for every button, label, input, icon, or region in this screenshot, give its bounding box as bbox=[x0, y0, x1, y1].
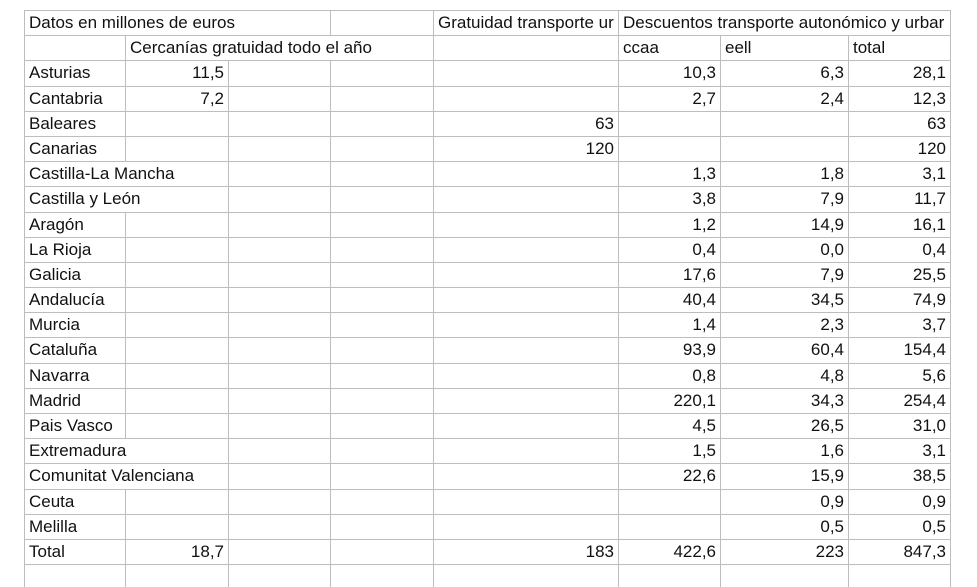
empty-cell[interactable] bbox=[434, 162, 619, 187]
header-cell[interactable] bbox=[434, 11, 619, 36]
empty-cell[interactable] bbox=[434, 565, 619, 587]
value-cell[interactable] bbox=[849, 540, 951, 565]
data-row bbox=[25, 61, 951, 86]
row-label-cell[interactable] bbox=[25, 490, 126, 515]
empty-cell[interactable] bbox=[126, 389, 229, 414]
empty-cell[interactable] bbox=[229, 61, 331, 86]
empty-cell[interactable] bbox=[434, 490, 619, 515]
cell-text: Baleares bbox=[25, 112, 100, 136]
empty-cell[interactable] bbox=[434, 389, 619, 414]
empty-cell[interactable] bbox=[619, 565, 721, 587]
empty-cell[interactable] bbox=[126, 137, 229, 162]
cell-text: 0,4 bbox=[688, 238, 720, 262]
cell-text: 0,0 bbox=[816, 238, 848, 262]
cell-text: 422,6 bbox=[669, 540, 720, 564]
cell-text: 14,9 bbox=[807, 213, 848, 237]
empty-cell[interactable] bbox=[434, 61, 619, 86]
empty-cell[interactable] bbox=[721, 137, 849, 162]
empty-cell[interactable] bbox=[331, 288, 434, 313]
row-label-cell[interactable] bbox=[25, 238, 126, 263]
cell-text: total bbox=[849, 36, 889, 60]
header-cell[interactable] bbox=[619, 11, 945, 36]
value-cell[interactable] bbox=[434, 137, 619, 162]
empty-cell[interactable] bbox=[126, 213, 229, 238]
empty-cell[interactable] bbox=[229, 464, 331, 489]
empty-cell[interactable] bbox=[434, 187, 619, 212]
row-label-cell[interactable] bbox=[25, 187, 141, 212]
value-cell[interactable] bbox=[721, 263, 849, 288]
cell-text: 12,3 bbox=[909, 87, 950, 111]
empty-cell[interactable] bbox=[331, 464, 434, 489]
value-cell[interactable] bbox=[126, 61, 229, 86]
value-cell[interactable] bbox=[721, 490, 849, 515]
value-cell[interactable] bbox=[849, 61, 951, 86]
empty-cell[interactable] bbox=[434, 238, 619, 263]
row-label-cell[interactable] bbox=[25, 364, 126, 389]
cell-text: Melilla bbox=[25, 515, 81, 539]
data-row bbox=[25, 464, 951, 489]
value-cell[interactable] bbox=[849, 238, 951, 263]
cell-text: 0,4 bbox=[918, 238, 950, 262]
data-row bbox=[25, 187, 951, 212]
cell-text: 17,6 bbox=[679, 263, 720, 287]
empty-cell[interactable] bbox=[25, 565, 126, 587]
empty-cell[interactable] bbox=[126, 112, 229, 137]
empty-cell[interactable] bbox=[126, 439, 229, 464]
value-cell[interactable] bbox=[849, 263, 951, 288]
empty-row bbox=[25, 565, 951, 587]
empty-cell[interactable] bbox=[331, 213, 434, 238]
cell-text: Pais Vasco bbox=[25, 414, 117, 438]
cell-text: Castilla-La Mancha bbox=[25, 162, 179, 186]
value-cell[interactable] bbox=[849, 313, 951, 338]
row-label-cell[interactable] bbox=[25, 515, 126, 540]
value-cell[interactable] bbox=[849, 187, 951, 212]
data-row bbox=[25, 162, 951, 187]
cell-text: Galicia bbox=[25, 263, 85, 287]
value-cell[interactable] bbox=[619, 263, 721, 288]
row-label-cell[interactable] bbox=[25, 137, 126, 162]
cell-text: Aragón bbox=[25, 213, 88, 237]
cell-text: 28,1 bbox=[909, 61, 950, 85]
empty-cell[interactable] bbox=[126, 414, 229, 439]
value-cell[interactable] bbox=[849, 414, 951, 439]
value-cell[interactable] bbox=[434, 540, 619, 565]
cell-text: 3,8 bbox=[688, 187, 720, 211]
cell-text: 120 bbox=[914, 137, 950, 161]
cell-text: 16,1 bbox=[909, 213, 950, 237]
empty-cell[interactable] bbox=[721, 565, 849, 587]
value-cell[interactable] bbox=[619, 288, 721, 313]
cell-text: La Rioja bbox=[25, 238, 95, 262]
data-row bbox=[25, 213, 951, 238]
cell-text: 7,2 bbox=[196, 87, 228, 111]
cell-text: 63 bbox=[923, 112, 950, 136]
value-cell[interactable] bbox=[849, 490, 951, 515]
empty-cell[interactable] bbox=[126, 263, 229, 288]
cell-text: Ceuta bbox=[25, 490, 78, 514]
row-label-cell[interactable] bbox=[25, 464, 195, 489]
cell-text: Asturias bbox=[25, 61, 94, 85]
value-cell[interactable] bbox=[849, 213, 951, 238]
cell-text: 1,3 bbox=[688, 162, 720, 186]
cell-text: 6,3 bbox=[816, 61, 848, 85]
value-cell[interactable] bbox=[619, 439, 721, 464]
cell-text: Andalucía bbox=[25, 288, 109, 312]
empty-cell[interactable] bbox=[331, 238, 434, 263]
empty-cell[interactable] bbox=[229, 213, 331, 238]
data-row bbox=[25, 87, 951, 112]
value-cell[interactable] bbox=[721, 515, 849, 540]
empty-cell[interactable] bbox=[331, 162, 434, 187]
empty-cell[interactable] bbox=[331, 313, 434, 338]
data-row bbox=[25, 288, 951, 313]
empty-cell[interactable] bbox=[25, 36, 126, 61]
empty-cell[interactable] bbox=[331, 87, 434, 112]
cell-text: 26,5 bbox=[807, 414, 848, 438]
cell-text: 3,1 bbox=[918, 439, 950, 463]
row-label-cell[interactable] bbox=[25, 87, 126, 112]
empty-cell[interactable] bbox=[434, 338, 619, 363]
cell-text: 0,5 bbox=[816, 515, 848, 539]
data-row bbox=[25, 137, 951, 162]
value-cell[interactable] bbox=[721, 238, 849, 263]
empty-cell[interactable] bbox=[229, 238, 331, 263]
empty-cell[interactable] bbox=[331, 515, 434, 540]
value-cell[interactable] bbox=[849, 288, 951, 313]
empty-cell[interactable] bbox=[849, 565, 951, 587]
value-cell[interactable] bbox=[721, 162, 849, 187]
value-cell[interactable] bbox=[619, 464, 721, 489]
value-cell[interactable] bbox=[721, 187, 849, 212]
data-row bbox=[25, 238, 951, 263]
cell-text: 220,1 bbox=[669, 389, 720, 413]
value-cell[interactable] bbox=[619, 238, 721, 263]
cell-text: Comunitat Valenciana bbox=[25, 464, 198, 488]
empty-cell[interactable] bbox=[229, 187, 331, 212]
cell-text: 0,8 bbox=[688, 364, 720, 388]
value-cell[interactable] bbox=[619, 213, 721, 238]
empty-cell[interactable] bbox=[434, 364, 619, 389]
empty-cell[interactable] bbox=[229, 338, 331, 363]
cell-text: 5,6 bbox=[918, 364, 950, 388]
value-cell[interactable] bbox=[849, 364, 951, 389]
empty-cell[interactable] bbox=[434, 213, 619, 238]
row-label-cell[interactable] bbox=[25, 389, 126, 414]
cell-text: 34,3 bbox=[807, 389, 848, 413]
empty-cell[interactable] bbox=[434, 414, 619, 439]
empty-cell[interactable] bbox=[229, 364, 331, 389]
row-label-cell[interactable] bbox=[25, 213, 126, 238]
data-row bbox=[25, 414, 951, 439]
header-row bbox=[25, 11, 951, 36]
data-row bbox=[25, 364, 951, 389]
data-row bbox=[25, 263, 951, 288]
cell-text: eell bbox=[721, 36, 755, 60]
cell-text: 7,9 bbox=[816, 187, 848, 211]
value-cell[interactable] bbox=[126, 540, 229, 565]
empty-cell[interactable] bbox=[229, 11, 331, 36]
cell-text: 0,9 bbox=[816, 490, 848, 514]
value-cell[interactable] bbox=[126, 87, 229, 112]
empty-cell[interactable] bbox=[229, 565, 331, 587]
cell-text: 2,7 bbox=[688, 87, 720, 111]
data-row bbox=[25, 112, 951, 137]
row-label-cell[interactable] bbox=[25, 439, 126, 464]
cell-text: 1,6 bbox=[816, 439, 848, 463]
cell-text: 1,8 bbox=[816, 162, 848, 186]
empty-cell[interactable] bbox=[434, 263, 619, 288]
cell-text: 11,7 bbox=[910, 187, 950, 211]
cell-text: Canarias bbox=[25, 137, 101, 161]
row-label-cell[interactable] bbox=[25, 288, 126, 313]
cell-text: 40,4 bbox=[679, 288, 720, 312]
cell-text: ccaa bbox=[619, 36, 663, 60]
cell-text: 15,9 bbox=[807, 464, 848, 488]
cell-text: 34,5 bbox=[807, 288, 848, 312]
empty-cell[interactable] bbox=[434, 288, 619, 313]
empty-cell[interactable] bbox=[229, 112, 331, 137]
cell-text: Datos en millones de euros bbox=[25, 11, 239, 35]
value-cell[interactable] bbox=[849, 464, 951, 489]
cell-text: 4,5 bbox=[688, 414, 720, 438]
empty-cell[interactable] bbox=[331, 414, 434, 439]
spreadsheet-grid bbox=[24, 10, 951, 587]
cell-text: 0,5 bbox=[918, 515, 950, 539]
cell-text: 38,5 bbox=[909, 464, 950, 488]
value-cell[interactable] bbox=[721, 414, 849, 439]
empty-cell[interactable] bbox=[126, 515, 229, 540]
cell-text: 3,7 bbox=[918, 313, 950, 337]
cell-text: Cataluña bbox=[25, 338, 101, 362]
empty-cell[interactable] bbox=[126, 313, 229, 338]
value-cell[interactable] bbox=[619, 61, 721, 86]
value-cell[interactable] bbox=[849, 162, 951, 187]
value-cell[interactable] bbox=[619, 364, 721, 389]
empty-cell[interactable] bbox=[331, 439, 434, 464]
cell-text: 154,4 bbox=[899, 338, 950, 362]
value-cell[interactable] bbox=[619, 187, 721, 212]
cell-text: Murcia bbox=[25, 313, 84, 337]
empty-cell[interactable] bbox=[721, 112, 849, 137]
value-cell[interactable] bbox=[849, 439, 951, 464]
empty-cell[interactable] bbox=[229, 414, 331, 439]
cell-text: 10,3 bbox=[679, 61, 720, 85]
header-cell[interactable] bbox=[619, 36, 721, 61]
empty-cell[interactable] bbox=[331, 540, 434, 565]
cell-text: 11,5 bbox=[188, 61, 228, 85]
empty-cell[interactable] bbox=[331, 565, 434, 587]
cell-text: 4,8 bbox=[816, 364, 848, 388]
cell-text: Navarra bbox=[25, 364, 93, 388]
cell-text: Extremadura bbox=[25, 439, 130, 463]
cell-text: Castilla y León bbox=[25, 187, 145, 211]
cell-text: 74,9 bbox=[909, 288, 950, 312]
row-label-cell[interactable] bbox=[25, 540, 126, 565]
value-cell[interactable] bbox=[721, 540, 849, 565]
empty-cell[interactable] bbox=[229, 137, 331, 162]
empty-cell[interactable] bbox=[331, 187, 434, 212]
value-cell[interactable] bbox=[721, 389, 849, 414]
cell-text: Cercanías gratuidad todo el año bbox=[126, 36, 376, 60]
empty-cell[interactable] bbox=[331, 112, 434, 137]
empty-cell[interactable] bbox=[619, 137, 721, 162]
empty-cell[interactable] bbox=[229, 288, 331, 313]
value-cell[interactable] bbox=[721, 364, 849, 389]
value-cell[interactable] bbox=[849, 389, 951, 414]
empty-cell[interactable] bbox=[229, 490, 331, 515]
data-row bbox=[25, 313, 951, 338]
value-cell[interactable] bbox=[721, 288, 849, 313]
value-cell[interactable] bbox=[721, 338, 849, 363]
total-row bbox=[25, 540, 951, 565]
row-label-cell[interactable] bbox=[25, 414, 126, 439]
header-cell[interactable] bbox=[849, 36, 951, 61]
empty-cell[interactable] bbox=[229, 87, 331, 112]
value-cell[interactable] bbox=[619, 313, 721, 338]
header-cell[interactable] bbox=[721, 36, 849, 61]
cell-text: 0,9 bbox=[918, 490, 950, 514]
value-cell[interactable] bbox=[721, 464, 849, 489]
row-label-cell[interactable] bbox=[25, 162, 175, 187]
cell-text: 1,4 bbox=[688, 313, 720, 337]
cell-text: 847,3 bbox=[899, 540, 950, 564]
cell-text: 1,5 bbox=[688, 439, 720, 463]
data-row bbox=[25, 439, 951, 464]
empty-cell[interactable] bbox=[331, 364, 434, 389]
data-row bbox=[25, 389, 951, 414]
cell-text: Descuentos transporte autonómico y urbar bbox=[619, 11, 948, 35]
empty-cell[interactable] bbox=[229, 313, 331, 338]
empty-cell[interactable] bbox=[331, 11, 434, 36]
value-cell[interactable] bbox=[619, 389, 721, 414]
empty-cell[interactable] bbox=[331, 338, 434, 363]
cell-text: 63 bbox=[591, 112, 618, 136]
empty-cell[interactable] bbox=[126, 565, 229, 587]
value-cell[interactable] bbox=[849, 87, 951, 112]
cell-text: 31,0 bbox=[909, 414, 950, 438]
row-label-cell[interactable] bbox=[25, 338, 126, 363]
empty-cell[interactable] bbox=[331, 137, 434, 162]
empty-cell[interactable] bbox=[126, 288, 229, 313]
header-cell[interactable] bbox=[25, 11, 236, 36]
cell-text: Gratuidad transporte ur bbox=[434, 11, 618, 35]
cell-text: 2,4 bbox=[816, 87, 848, 111]
empty-cell[interactable] bbox=[619, 515, 721, 540]
value-cell[interactable] bbox=[619, 540, 721, 565]
empty-cell[interactable] bbox=[229, 439, 331, 464]
empty-cell[interactable] bbox=[434, 439, 619, 464]
data-row bbox=[25, 490, 951, 515]
data-row bbox=[25, 515, 951, 540]
data-row bbox=[25, 338, 951, 363]
row-label-cell[interactable] bbox=[25, 112, 126, 137]
empty-cell[interactable] bbox=[434, 36, 619, 61]
empty-cell[interactable] bbox=[126, 490, 229, 515]
empty-cell[interactable] bbox=[331, 389, 434, 414]
empty-cell[interactable] bbox=[331, 61, 434, 86]
cell-text: Cantabria bbox=[25, 87, 107, 111]
empty-cell[interactable] bbox=[434, 87, 619, 112]
empty-cell[interactable] bbox=[619, 112, 721, 137]
value-cell[interactable] bbox=[619, 414, 721, 439]
cell-text: Madrid bbox=[25, 389, 85, 413]
value-cell[interactable] bbox=[849, 338, 951, 363]
cell-text: 60,4 bbox=[807, 338, 848, 362]
cell-text: 7,9 bbox=[816, 263, 848, 287]
empty-cell[interactable] bbox=[331, 263, 434, 288]
value-cell[interactable] bbox=[721, 313, 849, 338]
cell-text: 3,1 bbox=[918, 162, 950, 186]
value-cell[interactable] bbox=[849, 137, 951, 162]
empty-cell[interactable] bbox=[619, 490, 721, 515]
value-cell[interactable] bbox=[721, 87, 849, 112]
row-label-cell[interactable] bbox=[25, 263, 126, 288]
value-cell[interactable] bbox=[619, 87, 721, 112]
value-cell[interactable] bbox=[849, 112, 951, 137]
empty-cell[interactable] bbox=[434, 515, 619, 540]
empty-cell[interactable] bbox=[434, 464, 619, 489]
cell-text: 254,4 bbox=[899, 389, 950, 413]
value-cell[interactable] bbox=[849, 515, 951, 540]
value-cell[interactable] bbox=[721, 61, 849, 86]
cell-text: Total bbox=[25, 540, 69, 564]
row-label-cell[interactable] bbox=[25, 61, 126, 86]
empty-cell[interactable] bbox=[126, 364, 229, 389]
header-row bbox=[25, 36, 951, 61]
empty-cell[interactable] bbox=[229, 263, 331, 288]
cell-text: 120 bbox=[582, 137, 618, 161]
cell-text: 93,9 bbox=[679, 338, 720, 362]
empty-cell[interactable] bbox=[229, 515, 331, 540]
cell-text: 183 bbox=[582, 540, 618, 564]
row-label-cell[interactable] bbox=[25, 313, 126, 338]
empty-cell[interactable] bbox=[126, 338, 229, 363]
cell-text: 223 bbox=[812, 540, 848, 564]
empty-cell[interactable] bbox=[229, 162, 331, 187]
cell-text: 25,5 bbox=[909, 263, 950, 287]
cell-text: 2,3 bbox=[816, 313, 848, 337]
value-cell[interactable] bbox=[721, 213, 849, 238]
empty-cell[interactable] bbox=[331, 490, 434, 515]
value-cell[interactable] bbox=[619, 338, 721, 363]
value-cell[interactable] bbox=[434, 112, 619, 137]
value-cell[interactable] bbox=[721, 439, 849, 464]
cell-text: 22,6 bbox=[679, 464, 720, 488]
empty-cell[interactable] bbox=[229, 540, 331, 565]
cell-text: 1,2 bbox=[688, 213, 720, 237]
empty-cell[interactable] bbox=[126, 238, 229, 263]
empty-cell[interactable] bbox=[229, 389, 331, 414]
header-cell[interactable] bbox=[126, 36, 372, 61]
empty-cell[interactable] bbox=[434, 313, 619, 338]
value-cell[interactable] bbox=[619, 162, 721, 187]
cell-text: 18,7 bbox=[187, 540, 228, 564]
